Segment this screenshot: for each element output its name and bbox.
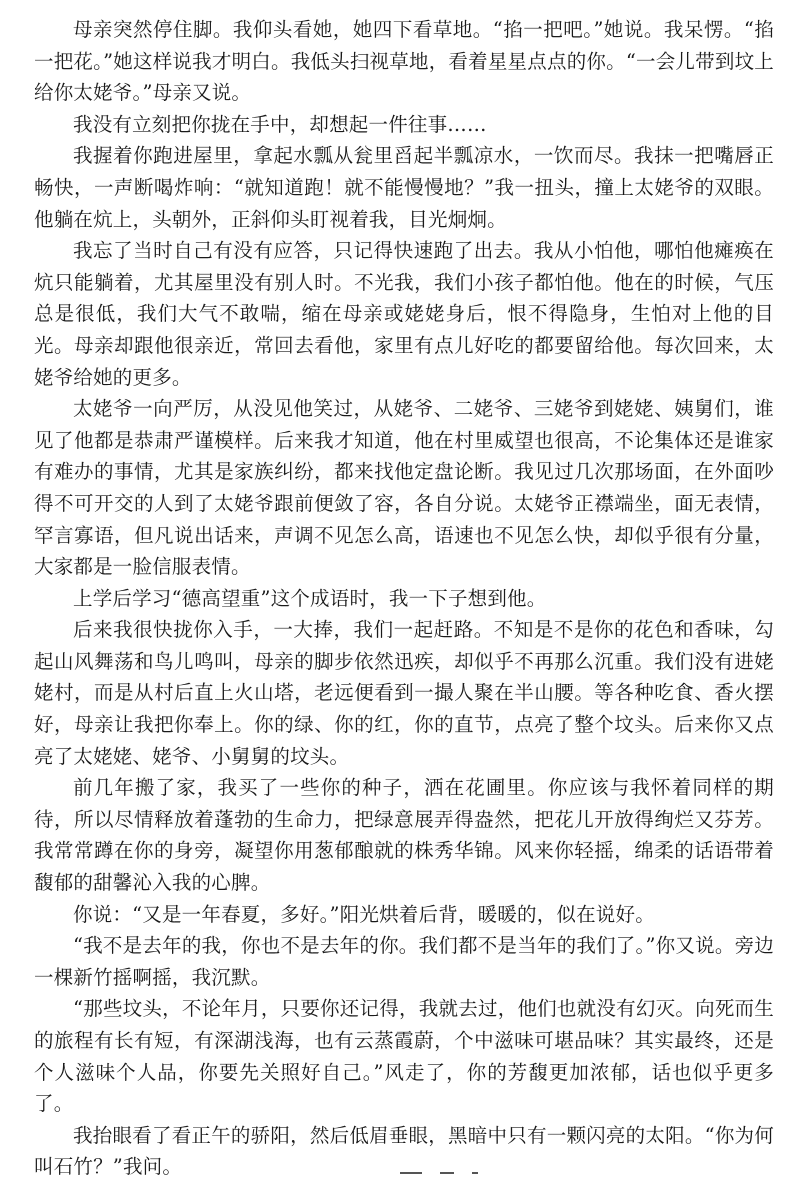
paragraph-4: 我忘了当时自己有没有应答，只记得快速跑了出去。我从小怕他，哪怕他瘫痪在炕只能躺着，尤其屋里没有别人时。不光我，我们小孩子都怕他。他在的时候，气压总是很低，我们大气不敢喘，缩在母亲或姥姥身后，恨不得隐身，生怕对上他的目光。母亲却跟他很亲近，常回去看他，家里有点儿好吃的都要留给他。每次回来，太姥爷给她的更多。	[34, 239, 774, 389]
paragraph-9: 你说：“又是一年春夏，多好。”阳光烘着后背，暖暖的，似在说好。	[73, 902, 655, 926]
article-body	[34, 14, 774, 1183]
paragraph-10: “我不是去年的我，你也不是去年的你。我们都不是当年的我们了。”你又说。旁边一棵新竹摇啊摇，我沉默。	[34, 934, 774, 989]
paragraph-7: 后来我很快拢你入手，一大捧，我们一起赶路。不知是不是你的花色和香味，勾起山风舞荡和鸟儿鸣叫，母亲的脚步依然迅疾，却似乎不再那么沉重。我们没有进姥姥村，而是从村后直上火山塔，老远便看到一撮人聚在半山腰。等各种吃食、香火摆好，母亲让我把你奉上。你的绿、你的红，你的直节，点亮了整个坟头。后来你又点亮了太姥姥、姥爷、小舅舅的坟头。	[34, 618, 774, 768]
paragraph-2: 我没有立刻把你拢在手中，却想起一件往事……	[73, 112, 487, 136]
footer-dash	[472, 1172, 478, 1174]
footer-dash	[400, 1172, 422, 1174]
paragraph-8: 前几年搬了家，我买了一些你的种子，洒在花圃里。你应该与我怀着同样的期待，所以尽情释放着蓬勃的生命力，把绿意展弄得盎然，把花儿开放得绚烂又芬芳。我常常蹲在你的身旁，凝望你用葱郁酿就的株秀华锦。风来你轻摇，绵柔的话语带着馥郁的甜馨沁入我的心脾。	[34, 776, 774, 895]
paragraph-11: “那些坟头，不论年月，只要你还记得，我就去过，他们也就没有幻灭。向死而生的旅程有长有短，有深湖浅海，也有云蒸霞蔚，个中滋味可堪品味？其实最终，还是个人滋味个人品，你要先关照好自己。”风走了，你的芳馥更加浓郁，话也似乎更多了。	[34, 997, 774, 1116]
paragraph-12: 我抬眼看了看正午的骄阳，然后低眉垂眼，黑暗中只有一颗闪亮的太阳。“你为何叫石竹？”我问。	[34, 1123, 774, 1179]
paragraph-3: 我握着你跑进屋里，拿起水瓢从瓮里舀起半瓢凉水，一饮而尽。我抹一把嘴唇正畅快，一声断喝炸响：“就知道跑！就不能慢慢地？”我一扭头，撞上太姥爷的双眼。他躺在炕上，头朝外，正斜仰头盯视着我，目光炯炯。	[34, 144, 774, 231]
paragraph-1: 母亲突然停住脚。我仰头看她，她四下看草地。“掐一把吧。”她说。我呆愣。“掐一把花。”她这样说我才明白。我低头扫视草地，看着星星点点的你。“一会儿带到坟上给你太姥爷。”母亲又说。	[34, 18, 774, 105]
page-footer-marks	[400, 1170, 510, 1176]
paragraph-5: 太姥爷一向严厉，从没见他笑过，从姥爷、二姥爷、三姥爷到姥姥、姨舅们，谁见了他都是恭肃严谨模样。后来我才知道，他在村里威望也很高，不论集体还是谁家有难办的事情，尤其是家族纠纷，都来找他定盘论断。我见过几次那场面，在外面吵得不可开交的人到了太姥爷跟前便敛了容，各自分说。太姥爷正襟端坐，面无表情，罕言寡语，但凡说出话来，声调不见怎么高，语速也不见怎么快，却似乎很有分量，大家都是一脸信服表情。	[34, 397, 774, 579]
footer-dash	[440, 1172, 454, 1174]
paragraph-6: 上学后学习“德高望重”这个成语时，我一下子想到他。	[73, 586, 547, 610]
